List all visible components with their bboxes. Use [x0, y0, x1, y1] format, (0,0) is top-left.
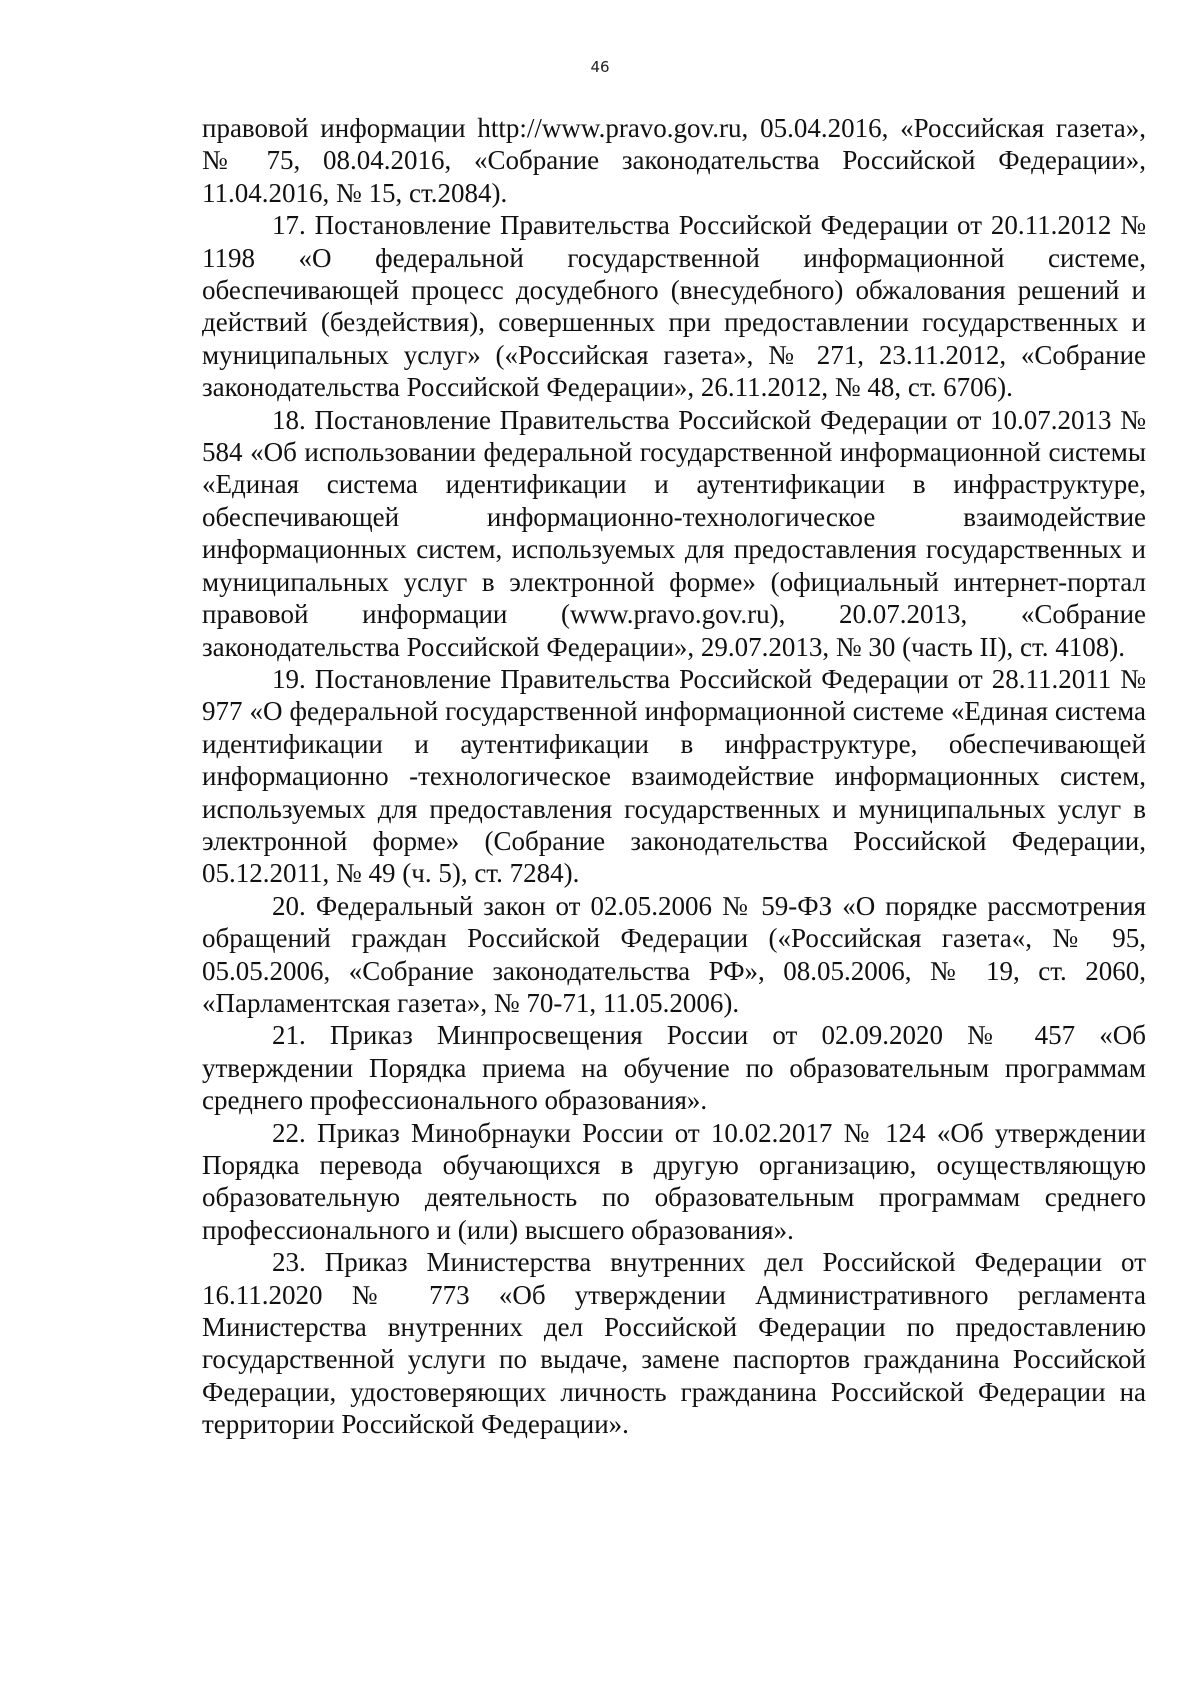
list-item-20: 20. Федеральный закон от 02.05.2006 № 59-ФЗ «О порядке рассмотрения обращений граждан Российской Федерации («Российская газета«, № 95, 05.05.2006, «Собрание законодательства РФ», 08.05.2006, № 19, ст. 2060, «Парламентская газета», № 70-71, 11.05.2006).	[202, 890, 1146, 1018]
list-item-19: 19. Постановление Правительства Российской Федерации от 28.11.2011 № 977 «О федеральной государственной информационной системе «Единая система идентификации и аутентификации в инфраструктуре, обеспечивающей информационно -технологическое взаимодействие информационных систем, используемых для предоставления государственных и муниципальных услуг в электронной форме» (Собрание законодательства Российской Федерации, 05.12.2011, № 49 (ч. 5), ст. 7284).	[202, 663, 1146, 889]
list-item-17: 17. Постановление Правительства Российской Федерации от 20.11.2012 № 1198 «О федеральной государственной информационной системе, обеспечивающей процесс досудебного (внесудебного) обжалования решений и действий (бездействия), совершенных при предоставлении государственных и муниципальных услуг» («Российская газета», № 271, 23.11.2012, «Собрание законодательства Российской Федерации», 26.11.2012, № 48, ст. 6706).	[202, 210, 1146, 403]
paragraph-continuation: правовой информации http://www.pravo.gov.ru, 05.04.2016, «Российская газета», № 75, 08.04.2016, «Собрание законодательства Российской Федерации», 11.04.2016, № 15, ст.2084).	[202, 113, 1146, 208]
list-item-18: 18. Постановление Правительства Российской Федерации от 10.07.2013 № 584 «Об использовании федеральной государственной информационной системы «Единая система идентификации и аутентификации в инфраструктуре, обеспечивающей информационно-технологическое взаимодействие информационных систем, используемых для предоставления государственных и муниципальных услуг в электронной форме» (официальный интернет-портал правовой информации (www.pravo.gov.ru), 20.07.2013, «Собрание законодательства Российской Федерации», 29.07.2013, № 30 (часть II), ст. 4108).	[202, 404, 1146, 662]
list-item-22: 22. Приказ Минобрнауки России от 10.02.2017 № 124 «Об утверждении Порядка перевода обучающихся в другую организацию, осуществляющую образовательную деятельность по образовательным программам среднего профессионального и (или) высшего образования».	[202, 1117, 1146, 1245]
page-number: 46	[590, 58, 610, 76]
list-item-21: 21. Приказ Минпросвещения России от 02.09.2020 № 457 «Об утверждении Порядка приема на обучение по образовательным программам среднего профессионального образования».	[202, 1020, 1146, 1116]
list-item-23: 23. Приказ Министерства внутренних дел Российской Федерации от 16.11.2020 № 773 «Об утверждении Административного регламента Министерства внутренних дел Российской Федерации по предоставлению государственной услуги по выдаче, замене паспортов гражданина Российской Федерации, удостоверяющих личность гражданина Российской Федерации на территории Российской Федерации».	[202, 1247, 1146, 1440]
document-body	[202, 112, 1146, 1441]
